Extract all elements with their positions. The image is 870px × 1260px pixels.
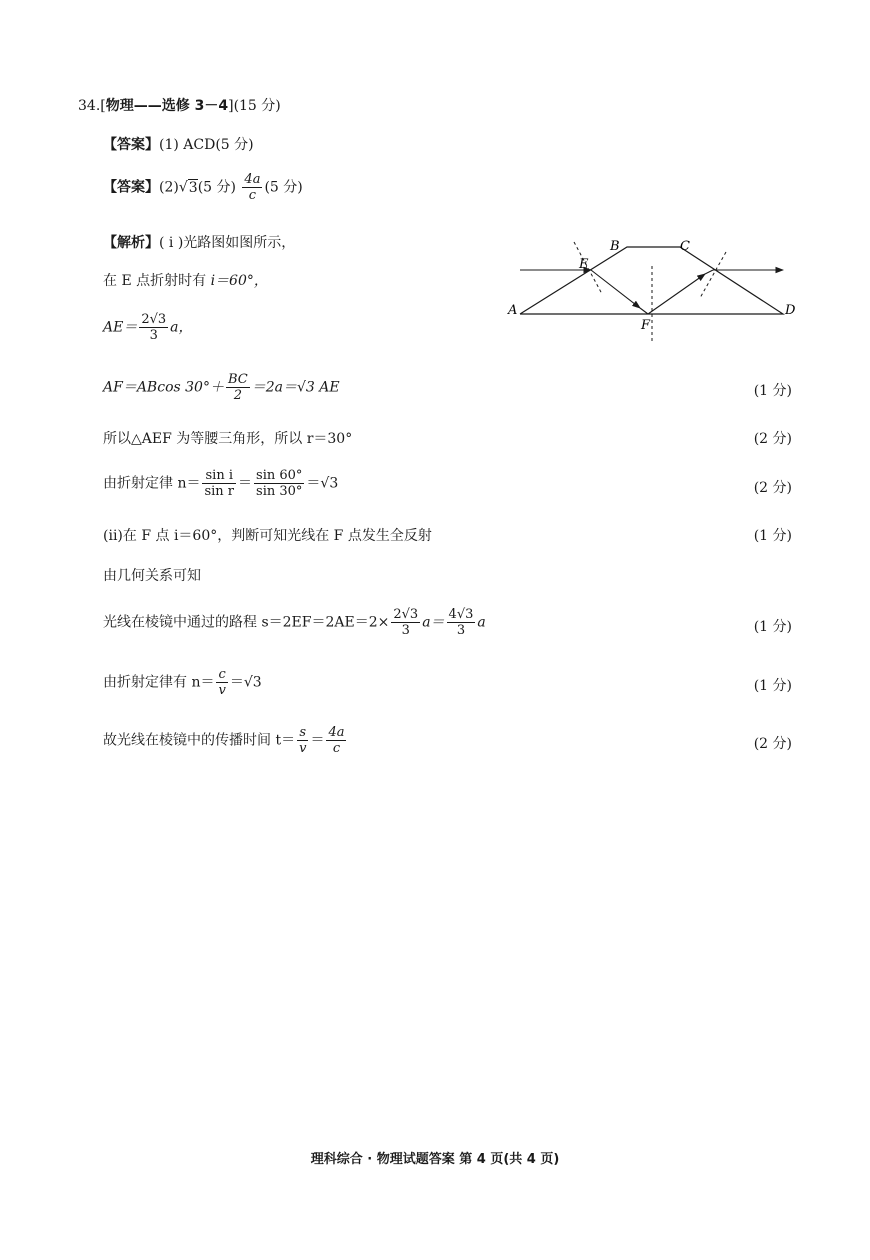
af-den: 2 xyxy=(233,388,242,403)
bracket-close: ] xyxy=(228,98,234,114)
answer-2-part: (2) xyxy=(159,179,179,196)
answer-2-frac-den: c xyxy=(248,188,257,203)
answer-2-score2: (5 分) xyxy=(264,179,303,196)
snell-num1: sin i xyxy=(202,468,236,484)
answer-2-fraction xyxy=(242,172,262,203)
answer-1-text: (1) ACD(5 分) xyxy=(159,137,254,153)
answer-2-frac-num: 4a xyxy=(244,172,261,187)
page-footer: 理科综合 · 物理试题答案 第 4 页(共 4 页) xyxy=(310,1152,560,1167)
ae-tail: a， xyxy=(170,319,193,336)
ae-den: 3 xyxy=(149,328,158,343)
label-c: C xyxy=(680,239,690,254)
question-number: 34. xyxy=(78,98,101,114)
answer-2: 【答案】(2)√3(5 分) $\frac{4a}{c}$ (5 分) xyxy=(103,172,303,203)
path-mid: a＝ xyxy=(422,614,445,631)
path-num1: 2√3 xyxy=(393,607,419,622)
path-score: (1 分) xyxy=(753,619,792,635)
analysis-line1-math: i＝60°， xyxy=(210,273,268,289)
af-num: BC xyxy=(227,372,248,387)
nv-equation xyxy=(103,667,262,698)
snell-num2: sin 60° xyxy=(256,468,303,483)
time-score: (2 分) xyxy=(753,736,792,752)
label-a: A xyxy=(508,303,518,318)
af-lhs: AF＝ABcos 30°＋ xyxy=(103,379,224,396)
path-den1: 3 xyxy=(401,623,410,638)
geo-line: 由几何关系可知 xyxy=(103,568,201,584)
iso-score: (2 分) xyxy=(753,431,792,447)
iso-line: 所以△AEF 为等腰三角形，所以 r＝30° xyxy=(103,431,353,447)
path-num2: 4√3 xyxy=(448,607,474,622)
ae-lhs: AE＝ xyxy=(103,319,138,336)
bracket-open: [ xyxy=(100,98,106,114)
ae-equation xyxy=(103,312,193,343)
af-equation xyxy=(103,372,340,403)
snell-fraction-1 xyxy=(202,468,236,499)
label-f: F xyxy=(641,318,651,333)
time-eq: ＝ xyxy=(310,732,325,749)
question-points: (15 分) xyxy=(233,98,281,114)
nv-den: v xyxy=(218,683,226,698)
af-score: (1 分) xyxy=(753,383,792,399)
path-den2: 3 xyxy=(456,623,466,638)
snell-eq: ＝ xyxy=(238,475,253,492)
ray-f-to-g xyxy=(648,274,705,314)
answer-2-label: 【答案】 xyxy=(103,179,159,196)
snell-den1: sin r xyxy=(204,484,235,499)
af-tail: ＝2a＝√3 AE xyxy=(251,379,340,396)
snell-score: (2 分) xyxy=(753,480,792,496)
analysis-line1 xyxy=(103,270,268,290)
question-subject: 物理——选修 3－4 xyxy=(105,98,229,114)
time-equation xyxy=(103,725,348,756)
path-fraction-2 xyxy=(447,607,476,638)
path-tail: a xyxy=(477,614,486,631)
ae-num: 2√3 xyxy=(141,312,167,327)
answer-1 xyxy=(103,134,254,154)
path-text: 光线在棱镜中通过的路程 s＝2EF＝2AE＝2× xyxy=(103,614,390,631)
path-equation xyxy=(103,607,486,638)
label-b: B xyxy=(610,239,620,254)
snell-fraction-2 xyxy=(254,468,304,499)
time-text: 故光线在棱镜中的传播时间 t＝ xyxy=(103,732,296,749)
ae-fraction xyxy=(139,312,168,343)
time-num2: 4a xyxy=(328,725,345,740)
ii-score: (1 分) xyxy=(753,528,792,544)
time-num1: s xyxy=(297,725,308,741)
time-fraction-1 xyxy=(297,725,308,756)
nv-tail: ＝√3 xyxy=(229,674,262,691)
ray-e-to-f xyxy=(591,270,640,308)
nv-fraction xyxy=(216,667,227,698)
snell-text: 由折射定律 n＝ xyxy=(103,475,201,492)
analysis-intro xyxy=(103,232,295,252)
snell-den2: sin 30° xyxy=(256,484,303,499)
answer-1-label: 【答案】 xyxy=(103,137,159,153)
af-fraction xyxy=(226,372,250,403)
snell-equation xyxy=(103,468,338,499)
label-d: D xyxy=(785,303,796,318)
answer-2-sqrt: 3 xyxy=(188,179,198,196)
time-fraction-2 xyxy=(326,725,346,756)
answer-2-score1: (5 分) xyxy=(197,179,236,196)
nv-num: c xyxy=(216,667,227,683)
snell-tail: ＝√3 xyxy=(306,475,339,492)
label-e: E xyxy=(579,257,589,272)
time-den2: c xyxy=(332,741,341,756)
nv-text: 由折射定律有 n＝ xyxy=(103,674,215,691)
ii-line: (ii)在 F 点 i＝60°，判断可知光线在 F 点发生全反射 xyxy=(103,528,432,544)
analysis-label: 【解析】 xyxy=(103,235,159,251)
question-header xyxy=(78,95,281,115)
analysis-line1-text: 在 E 点折射时有 xyxy=(103,273,211,289)
nv-score: (1 分) xyxy=(753,678,792,694)
prism-light-path-diagram xyxy=(500,232,800,347)
path-fraction-1 xyxy=(391,607,420,638)
time-den1: v xyxy=(299,741,307,756)
analysis-intro-text: ( i )光路图如图所示， xyxy=(159,235,296,251)
